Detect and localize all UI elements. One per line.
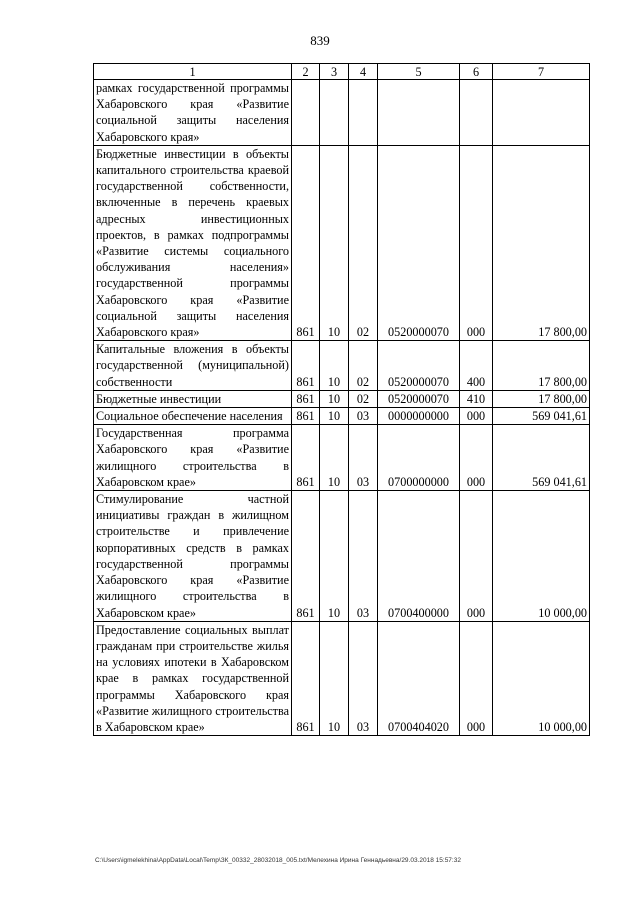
- table-row: [94, 425, 590, 491]
- row-code-2: [292, 80, 320, 146]
- row-description: Предоставление социальных выплат гражданам при строительстве жилья на условиях ипотеки в Хабаровском крае в рамках государственной программы Хабаровского края «Развитие жилищного строительства в Хабаровском крае»: [94, 621, 292, 735]
- row-code-4: 03: [349, 408, 378, 425]
- row-code-5: [378, 80, 460, 146]
- column-header: 7: [493, 64, 590, 80]
- row-amount: 10 000,00: [493, 491, 590, 622]
- table-row: [94, 491, 590, 622]
- row-code-4: 02: [349, 341, 378, 391]
- row-code-3: [320, 80, 349, 146]
- column-header: 4: [349, 64, 378, 80]
- row-amount: [493, 80, 590, 146]
- row-code-4: 02: [349, 145, 378, 340]
- row-code-2: 861: [292, 491, 320, 622]
- column-header: 1: [94, 64, 292, 80]
- row-description: Социальное обеспечение населения: [94, 408, 292, 425]
- row-amount: 17 800,00: [493, 145, 590, 340]
- budget-table: [93, 63, 590, 736]
- row-code-3: 10: [320, 341, 349, 391]
- row-description: Стимулирование частной инициативы граждан в жилищном строительстве и привлечение корпоративных средств в рамках государственной программы Хабаровского края «Развитие жилищного строительства в Хабаровском крае»: [94, 491, 292, 622]
- row-code-4: [349, 80, 378, 146]
- row-code-3: 10: [320, 408, 349, 425]
- row-code-3: 10: [320, 390, 349, 407]
- row-code-6: 000: [460, 491, 493, 622]
- row-code-6: 000: [460, 621, 493, 735]
- row-code-4: 03: [349, 425, 378, 491]
- row-code-5: 0000000000: [378, 408, 460, 425]
- row-description: Государственная программа Хабаровского края «Развитие жилищного строительства в Хабаровском крае»: [94, 425, 292, 491]
- row-code-3: 10: [320, 621, 349, 735]
- row-code-6: 000: [460, 408, 493, 425]
- row-code-2: 861: [292, 621, 320, 735]
- table-row: [94, 80, 590, 146]
- table-row: [94, 390, 590, 407]
- row-code-3: 10: [320, 425, 349, 491]
- row-amount: 569 041,61: [493, 425, 590, 491]
- row-description: Бюджетные инвестиции: [94, 390, 292, 407]
- row-code-5: 0700400000: [378, 491, 460, 622]
- row-code-3: 10: [320, 145, 349, 340]
- row-code-6: 400: [460, 341, 493, 391]
- row-code-2: 861: [292, 145, 320, 340]
- table-row: [94, 408, 590, 425]
- row-code-6: 000: [460, 425, 493, 491]
- row-code-5: 0520000070: [378, 145, 460, 340]
- table-row: [94, 145, 590, 340]
- page-number: 839: [310, 33, 330, 48]
- column-header: 3: [320, 64, 349, 80]
- header-row: [94, 64, 590, 80]
- row-amount: 17 800,00: [493, 341, 590, 391]
- column-header: 5: [378, 64, 460, 80]
- file-path-footer: C:\Users\igmelekhina\AppData\Local\Temp\ЗК_00332_28032018_005.txt/Мелехина Ирина Геннадьевна/29.03.2018 15:57:32: [95, 857, 461, 864]
- row-code-6: 410: [460, 390, 493, 407]
- row-code-2: 861: [292, 341, 320, 391]
- row-amount: 569 041,61: [493, 408, 590, 425]
- row-code-3: 10: [320, 491, 349, 622]
- column-header: 2: [292, 64, 320, 80]
- row-code-6: [460, 80, 493, 146]
- row-code-5: 0520000070: [378, 341, 460, 391]
- row-code-4: 02: [349, 390, 378, 407]
- table-row: [94, 621, 590, 735]
- row-description: Капитальные вложения в объекты государственной (муниципальной) собственности: [94, 341, 292, 391]
- row-code-5: 0700000000: [378, 425, 460, 491]
- row-amount: 17 800,00: [493, 390, 590, 407]
- row-code-5: 0700404020: [378, 621, 460, 735]
- row-description: Бюджетные инвестиции в объекты капитального строительства краевой государственной собственности, включенные в перечень краевых адресных инвестиционных проектов, в рамках подпрограммы «Развитие системы социального обслуживания населения» государственной программы Хабаровского края «Развитие социальной защиты населения Хабаровского края»: [94, 145, 292, 340]
- row-code-5: 0520000070: [378, 390, 460, 407]
- table-row: [94, 341, 590, 391]
- row-code-2: 861: [292, 425, 320, 491]
- row-code-6: 000: [460, 145, 493, 340]
- column-header: 6: [460, 64, 493, 80]
- row-code-2: 861: [292, 390, 320, 407]
- row-code-2: 861: [292, 408, 320, 425]
- row-code-4: 03: [349, 491, 378, 622]
- row-description: рамках государственной программы Хабаровского края «Развитие социальной защиты населения Хабаровского края»: [94, 80, 292, 146]
- row-code-4: 03: [349, 621, 378, 735]
- row-amount: 10 000,00: [493, 621, 590, 735]
